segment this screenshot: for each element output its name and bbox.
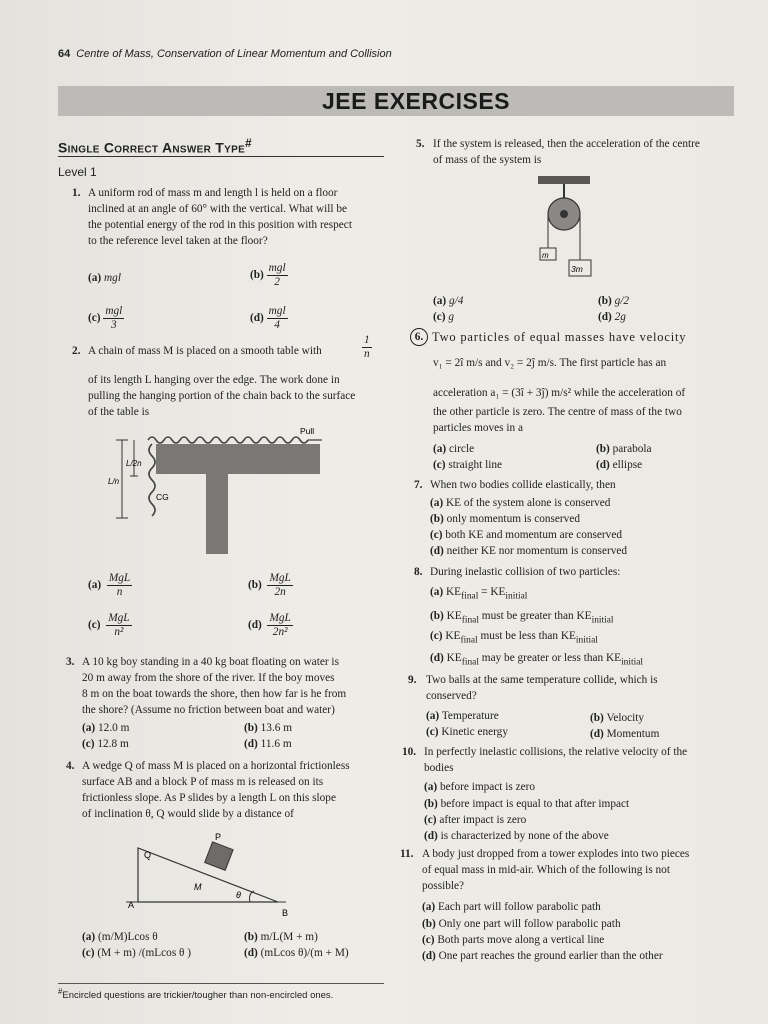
level-label: Level 1 (58, 165, 97, 179)
chain-table-figure (100, 422, 340, 562)
option-label: (a) (88, 272, 102, 284)
q8-line: During inelastic collision of two particles: (430, 566, 621, 578)
q7-line: When two bodies collide elastically, then (430, 479, 616, 491)
page-number: 64 (58, 48, 71, 60)
option-text: may be greater or less than KE (478, 652, 622, 664)
section-title (58, 137, 252, 156)
q1-option-b (250, 262, 288, 289)
q8-option-d (430, 650, 643, 670)
option-text: (mLcos θ)/(m + M) (260, 947, 349, 959)
option-label: (d) (244, 947, 258, 959)
option-text: g/4 (449, 295, 464, 307)
q11-line: A body just dropped from a tower explodes into two pieces (422, 848, 690, 860)
q10-line: bodies (424, 762, 454, 774)
q2-line: A chain of mass M is placed on a smooth table with (88, 345, 322, 357)
option-text: before impact is zero (440, 781, 536, 793)
option-label: (d) (424, 830, 438, 842)
option-text: Only one part will follow parabolic path (438, 918, 621, 930)
option-label: (c) (82, 947, 95, 959)
q6-line: v₁ = 2î m/s and v₂ = 2ĵ m/s. The first particle has an (433, 357, 667, 369)
q4-option-a (82, 929, 158, 945)
numerator: mgl (105, 305, 123, 317)
option-label: (b) (590, 712, 604, 724)
q8-option-b (430, 608, 614, 628)
option-label: (c) (430, 630, 443, 642)
subscript: final (461, 591, 479, 602)
option-text: is characterized by none of the above (440, 830, 609, 842)
option-text: Velocity (606, 712, 645, 724)
a-label: A (128, 900, 135, 910)
option-text: Temperature (441, 710, 499, 722)
cg-label: CG (156, 492, 169, 502)
option-label: (b) (598, 295, 612, 307)
hanging-chain (149, 444, 155, 516)
option-label: (d) (244, 738, 258, 750)
q4-option-b (244, 929, 318, 945)
option-label: (b) (244, 722, 258, 734)
option-label: (b) (430, 513, 444, 525)
q11-line: possible? (422, 880, 465, 892)
q4-line: A wedge Q of mass M is placed on a horizontal frictionless (82, 760, 350, 772)
q5-option-d (598, 309, 626, 325)
denominator: 2n² (272, 626, 288, 638)
q5-number: 5. (416, 138, 425, 150)
q11-number: 11. (400, 848, 414, 860)
option-text: 13.6 m (260, 722, 293, 734)
option-text: must be less than KE (477, 630, 576, 642)
q2-number: 2. (72, 345, 81, 357)
option-label: (c) (422, 934, 435, 946)
running-header (58, 48, 392, 60)
q4-line: frictionless slope. As P slides by a length L on this slope (82, 792, 336, 804)
fraction (103, 305, 124, 332)
banner-title: JEE EXERCISES (322, 88, 511, 114)
numerator: mgl (268, 262, 286, 274)
q3-option-d (244, 736, 292, 752)
q6-option-a (433, 441, 474, 457)
option-text: Kinetic energy (441, 726, 508, 738)
q4-option-c (82, 945, 191, 961)
option-text: ellipse (612, 459, 643, 471)
q3-number: 3. (66, 656, 75, 668)
option-label: (b) (250, 269, 264, 282)
option-label: (a) (430, 586, 444, 598)
subscript: final (460, 635, 478, 646)
option-label: (d) (430, 545, 444, 557)
option-text: 12.0 m (98, 722, 130, 734)
pull-label: Pull (300, 426, 315, 436)
q10-option-a (424, 779, 535, 795)
q2-line: of the table is (88, 406, 150, 418)
footnote-mark: # (58, 987, 63, 996)
option-text: KE (445, 630, 461, 642)
q10-option-b (424, 796, 629, 812)
q9-number: 9. (408, 674, 417, 686)
numerator: mgl (268, 305, 286, 317)
q4-line: of inclination θ, Q would slide by a distance of (82, 808, 294, 820)
q9-option-b (590, 710, 644, 726)
q9-option-c (426, 724, 508, 740)
option-text: 11.6 m (260, 738, 292, 750)
fraction (362, 334, 372, 361)
option-label: (c) (424, 814, 437, 826)
footnote (58, 987, 333, 1001)
q11-line: of equal mass in mid-air. Which of the following is not (422, 864, 670, 876)
q1-line: the potential energy of the rod in this position with respect (88, 219, 352, 231)
section-mark: # (245, 137, 252, 150)
option-label: (a) (433, 295, 447, 307)
q3-option-b (244, 720, 292, 736)
option-label: (c) (88, 619, 101, 632)
q11-option-a (422, 899, 601, 915)
numerator: MgL (269, 572, 291, 584)
footnote-text: Encircled questions are trickier/tougher than non-encircled ones. (62, 990, 334, 1002)
denominator: 3 (111, 319, 117, 331)
subscript: initial (575, 635, 598, 646)
q1-line: A uniform rod of mass m and length l is held on a floor (88, 187, 338, 199)
l2n-label: L/2n (126, 459, 142, 468)
option-text: KE (446, 586, 462, 598)
numerator: MgL (269, 612, 291, 624)
q7-number: 7. (414, 479, 423, 491)
denominator: 4 (274, 319, 280, 331)
q1-number: 1. (72, 187, 81, 199)
option-label: (d) (596, 459, 610, 471)
q2-option-b (248, 572, 293, 599)
option-text: KE of the system alone is conserved (446, 497, 611, 509)
table-shape (156, 444, 320, 554)
option-label: (a) (82, 931, 96, 943)
option-text: Each part will follow parabolic path (438, 901, 601, 913)
option-text: m/L(M + m) (260, 931, 318, 943)
option-text: straight line (448, 459, 503, 471)
option-label: (a) (88, 579, 102, 592)
option-label: (d) (422, 950, 436, 962)
denominator: 2n (274, 586, 286, 598)
q8-option-c (430, 628, 598, 648)
chapter-title: Centre of Mass, Conservation of Linear Momentum and Collision (76, 48, 392, 60)
q4-line: surface AB and a block P of mass m is released on its (82, 776, 324, 788)
option-text: g (448, 311, 455, 323)
q2-option-a (88, 572, 132, 599)
option-text: before impact is equal to that after impact (440, 798, 630, 810)
q2-fraction (362, 334, 372, 361)
option-label: (c) (430, 529, 443, 541)
option-label: (b) (430, 610, 444, 622)
q9-option-a (426, 708, 499, 724)
encircled-number: 6. (410, 328, 428, 346)
q3-line: 20 m away from the shore of the river. If the boy moves (82, 672, 335, 684)
q2-option-d (248, 612, 293, 639)
q10-option-d (424, 828, 609, 844)
q9-line: conserved? (426, 690, 477, 702)
q6-number (410, 328, 428, 346)
q4-number: 4. (66, 760, 75, 772)
q11-option-c (422, 932, 604, 948)
q6-line: acceleration a₁ = (3î + 3ĵ) m/s² while the acceleration of (433, 387, 686, 399)
q8-number: 8. (414, 566, 423, 578)
theta-label: θ (236, 890, 241, 900)
fraction (267, 572, 292, 599)
q9-line: Two balls at the same temperature collide, which is (426, 674, 658, 686)
q1-option-a (88, 270, 121, 286)
option-text: neither KE nor momentum is conserved (446, 545, 628, 557)
option-text: One part reaches the ground earlier than the other (438, 950, 663, 962)
q5-option-b (598, 293, 629, 309)
q-label: Q (144, 850, 152, 860)
denominator: n (116, 586, 123, 598)
option-text: Both parts move along a vertical line (437, 934, 605, 946)
option-label: (c) (433, 459, 446, 471)
subscript: final (461, 657, 479, 668)
q5-option-a (433, 293, 463, 309)
option-label: (c) (433, 311, 446, 323)
q11-option-b (422, 916, 621, 932)
option-text: both KE and momentum are conserved (445, 529, 622, 541)
q3-option-c (82, 736, 129, 752)
q7-option-a (430, 495, 610, 511)
option-label: (b) (248, 579, 262, 592)
m-label: M (194, 882, 202, 892)
option-text: (m/M)Lcos θ (98, 931, 158, 943)
q10-line: In perfectly inelastic collisions, the relative velocity of the (424, 746, 688, 758)
q1-option-c (88, 305, 124, 332)
numerator: 1 (364, 334, 370, 346)
q11-option-d (422, 948, 663, 964)
q10-number: 10. (402, 746, 417, 758)
option-text: g/2 (614, 295, 630, 307)
option-label: (a) (433, 443, 447, 455)
denominator: 2 (274, 276, 280, 288)
fraction (267, 262, 288, 289)
p-label: P (215, 832, 222, 842)
q6-option-c (433, 457, 502, 473)
option-label: (d) (598, 311, 612, 323)
mass-3m-label: 3m (571, 264, 583, 274)
option-label: (b) (424, 798, 438, 810)
option-text: circle (449, 443, 475, 455)
q3-line: A 10 kg boy standing in a 40 kg boat floating on water is (82, 656, 339, 668)
fraction (267, 612, 292, 639)
q3-line: 8 m on the boat towards the shore, then how far is he from (82, 688, 347, 700)
q7-option-b (430, 511, 580, 527)
numerator: MgL (108, 572, 131, 584)
option-text: = KE (478, 586, 506, 598)
q2-line: pulling the hanging portion of the chain back to the surface (88, 390, 356, 402)
option-text: only momentum is conserved (446, 513, 580, 525)
wedge-figure (118, 828, 308, 923)
mass-m-label: m (542, 251, 549, 260)
option-label: (a) (426, 710, 440, 722)
q4-option-d (244, 945, 349, 961)
numerator: MgL (108, 612, 130, 624)
option-label: (d) (248, 619, 262, 632)
q3-line: the shore? (Assume no friction between boat and water) (82, 704, 335, 716)
ceiling-support (538, 176, 590, 184)
q1-line: to the reference level taken at the floor? (88, 235, 268, 247)
fraction (107, 572, 132, 599)
option-label: (d) (250, 312, 264, 325)
option-text: Momentum (606, 728, 660, 740)
fraction (267, 305, 288, 332)
block-p (205, 842, 233, 870)
option-label: (a) (430, 497, 444, 509)
option-text: after impact is zero (439, 814, 527, 826)
option-text: 2g (614, 311, 626, 323)
ln-label: L/n (108, 477, 120, 486)
option-label: (b) (244, 931, 258, 943)
section-title-text: Single Correct Answer Type (58, 139, 246, 156)
q1-line: inclined at an angle of 60° with the vertical. What will be (88, 203, 348, 215)
option-label: (c) (426, 726, 439, 738)
q5-line: of mass of the system is (433, 154, 542, 166)
q7-option-c (430, 527, 622, 543)
q6-line: particles moves in a (433, 422, 524, 434)
q8-option-a (430, 584, 527, 604)
option-label: (b) (596, 443, 610, 455)
option-text: KE (446, 610, 462, 622)
chain-on-table (148, 437, 308, 443)
option-label: (c) (88, 312, 101, 325)
subscript: initial (505, 591, 528, 602)
option-label: (d) (590, 728, 604, 740)
option-label: (b) (422, 918, 436, 930)
fraction (106, 612, 131, 639)
b-label: B (282, 908, 289, 918)
denominator: n² (114, 626, 124, 638)
subscript: final (461, 615, 479, 626)
option-text: KE (446, 652, 462, 664)
subscript: initial (591, 615, 614, 626)
q6-line: the other particle is zero. The centre of mass of the two (433, 406, 682, 418)
option-label: (a) (424, 781, 438, 793)
q10-option-c (424, 812, 526, 828)
section-rule (58, 156, 384, 157)
q2-line: of its length L hanging over the edge. The work done in (88, 374, 340, 386)
pulley-figure (520, 172, 610, 282)
q5-line: If the system is released, then the acceleration of the centre (433, 138, 700, 150)
option-text: 12.8 m (97, 738, 129, 750)
q6-line: Two particles of equal masses have velocity (432, 330, 687, 344)
option-text: parabola (612, 443, 652, 455)
option-label: (a) (422, 901, 436, 913)
subscript: initial (621, 657, 644, 668)
q7-option-d (430, 543, 627, 559)
q5-option-c (433, 309, 454, 325)
q6-option-b (596, 441, 652, 457)
q1-option-d (250, 305, 288, 332)
q2-option-c (88, 612, 132, 639)
pulley-axle (560, 210, 568, 218)
option-label: (a) (82, 722, 96, 734)
option-text: mgl (104, 272, 121, 284)
q9-option-d (590, 726, 659, 742)
option-text: (M + m) /(mLcos θ ) (97, 947, 192, 959)
denominator: n (364, 348, 370, 360)
option-label: (d) (430, 652, 444, 664)
option-text: must be greater than KE (478, 610, 592, 622)
q3-option-a (82, 720, 129, 736)
option-label: (c) (82, 738, 95, 750)
footer-rule (58, 983, 384, 984)
q6-option-d (596, 457, 642, 473)
